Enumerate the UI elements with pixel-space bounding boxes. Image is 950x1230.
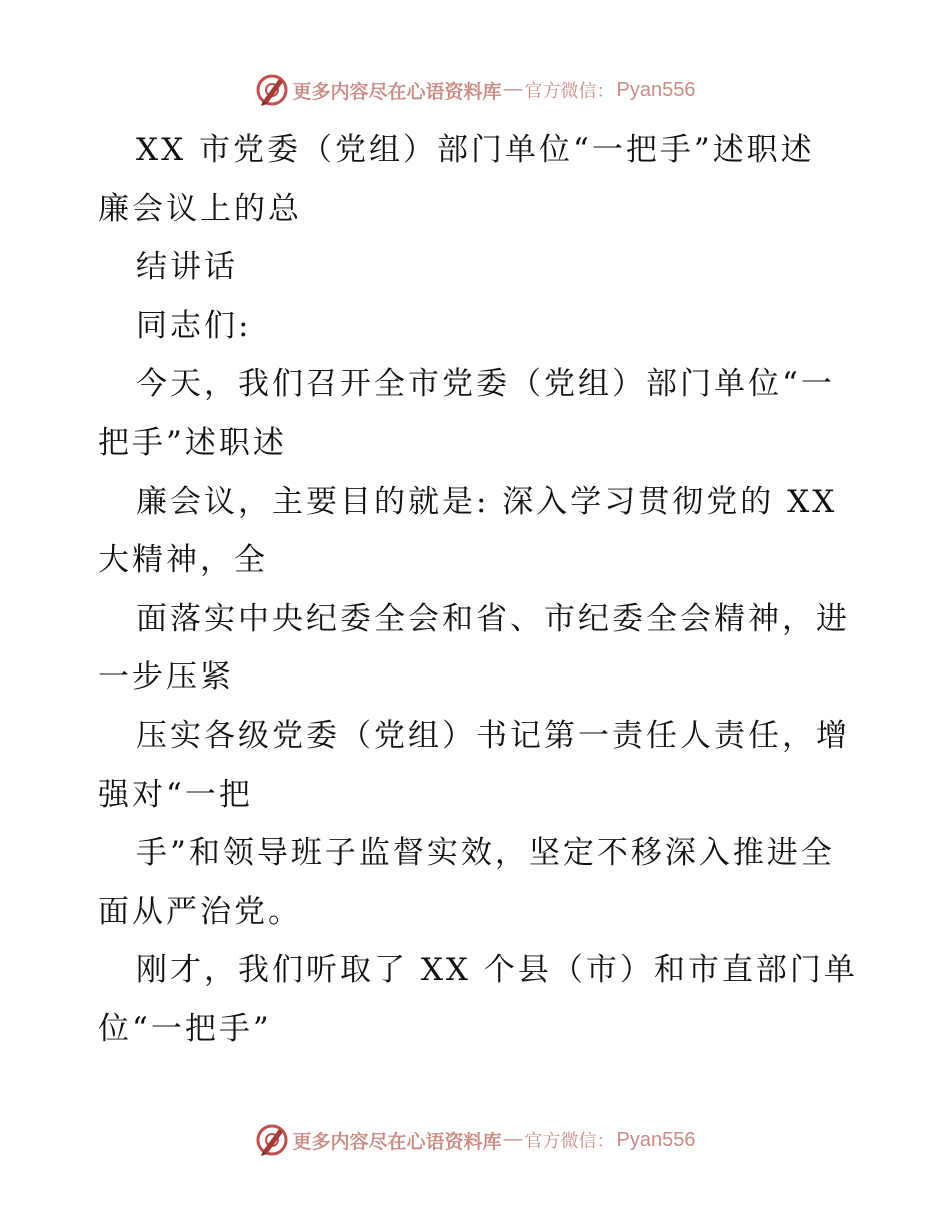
text-line: 廉会议，主要目的就是: 深入学习贯彻党的 XX xyxy=(136,483,838,520)
watermark-id: Pyan556 xyxy=(616,1128,696,1151)
watermark-label: 官方微信： xyxy=(524,81,615,102)
watermark-label: 官方微信： xyxy=(524,1131,615,1152)
text-line: 把手”述职述 xyxy=(98,424,287,461)
watermark-id: Pyan556 xyxy=(616,78,696,101)
watermark-text: 更多内容尽在心语资料库 xyxy=(292,1130,502,1153)
text-line: 刚才，我们听取了 XX 个县（市）和市直部门单 xyxy=(136,952,858,989)
text-line: 压实各级党委（党组）书记第一责任人责任，增 xyxy=(136,717,850,754)
text-line: 廉会议上的总 xyxy=(98,190,302,227)
text-line: 面落实中央纪委全会和省、市纪委全会精神，进 xyxy=(136,600,850,637)
text-line: 手”和领导班子监督实效，坚定不移深入推进全 xyxy=(136,835,835,872)
text-line: 一步压紧 xyxy=(98,659,234,696)
text-line: 大精神，全 xyxy=(98,542,268,579)
text-line: 位“一把手” xyxy=(98,1010,272,1047)
header-watermark xyxy=(0,70,950,110)
document-body xyxy=(98,121,858,1059)
text-line: 面从严治党。 xyxy=(98,893,302,930)
watermark-separator: — xyxy=(503,1129,523,1150)
watermark-separator: — xyxy=(503,79,523,100)
pen-logo-icon xyxy=(255,73,289,107)
text-line: 强对“一把 xyxy=(98,776,253,813)
text-line: XX 市党委（党组）部门单位“一把手”述职述 xyxy=(136,132,815,168)
watermark-text: 更多内容尽在心语资料库 xyxy=(292,80,502,103)
pen-logo-icon xyxy=(255,1123,289,1157)
text-line: 同志们: xyxy=(136,307,252,344)
footer-watermark xyxy=(0,1120,950,1160)
text-line: 今天，我们召开全市党委（党组）部门单位“一 xyxy=(136,366,835,403)
text-line: 结讲话 xyxy=(136,249,238,286)
